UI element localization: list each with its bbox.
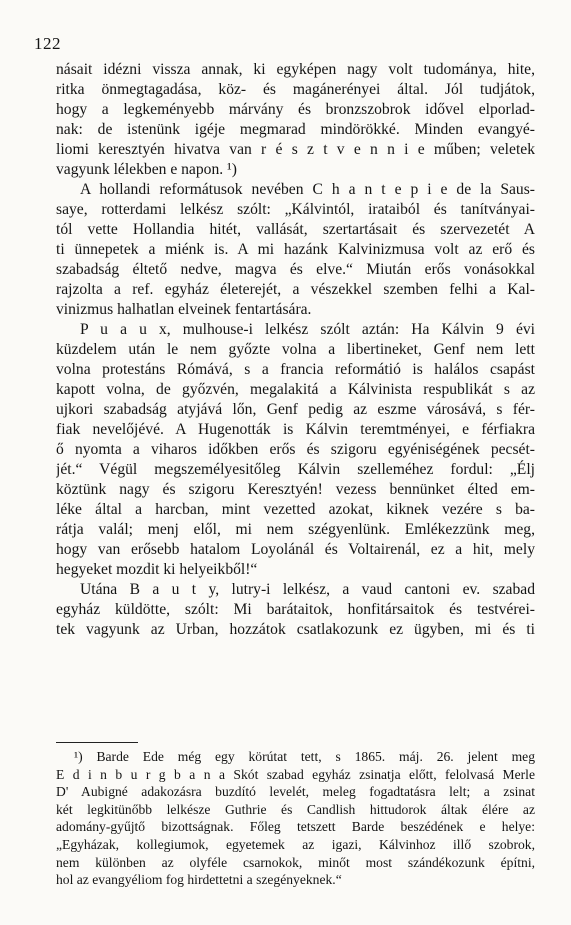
text-line: liomi keresztyén hivatva van r é s z t v e n n i e műben; veletek	[56, 141, 535, 158]
text-line: A hollandi reformátusok nevében C h a n t e p i e de la Saus-	[80, 181, 535, 198]
text-line: szabadság éltető nedve, magva és elve.“ Miután erős vonásokkal	[56, 261, 535, 278]
text-line: nak: de istenünk igéje megmarad mindörökké. Minden evangyé-	[56, 121, 535, 138]
text-line: egyház küldötte, szólt: Mi barátaitok, honfitársaitok és testvérei-	[56, 601, 535, 618]
footnote-line: két legkitünőbb lelkésze Guthrie és Candlish hittudorok áltak élére az	[56, 801, 535, 817]
text-line: hegyeket mozdit ki helyeikből!“	[56, 561, 258, 578]
text-line: küzdelem után le nem győzte volna a libertineket, Genf nem lett	[56, 341, 535, 358]
footnote-line: ¹) Barde Ede még egy körútat tett, s 1865. máj. 26. jelent meg	[74, 749, 535, 764]
footnote-line: adomány-gyűjtő bizottságnak. Főleg tetszett Barde beszédének e helye:	[56, 819, 535, 835]
text-line: tól vette Hollandia hitét, vallását, szertartásait és szervezetét A	[56, 221, 535, 238]
main-text	[56, 60, 535, 640]
footnote-divider	[56, 742, 138, 743]
footnote-line: nem különben az olyféle csarnokok, minőt most szándékozunk építni,	[56, 854, 535, 870]
text-line: köztünk nagy és szigoru Keresztyén! vezess bennünket élted em-	[56, 481, 535, 498]
text-line: ő nyomta a viharos időkben erős és szigoru egyéniségének pecsét-	[56, 441, 535, 458]
text-line: rajzolta a ref. egyház életerejét, a vészekkel szemben felhi a Kal-	[56, 281, 535, 298]
text-line: ujkori szabadság atyjává lőn, Genf pedig az eszme városává, s fér-	[56, 401, 535, 418]
text-line: léke által a harcban, mint vezetted azokat, kiknek vezére s ba-	[56, 501, 535, 518]
footnote-line: „Egyházak, kollegiumok, egyetemek az igazi, Kálvinhoz illő szobrok,	[56, 836, 535, 852]
text-line: kapott volna, de győzvén, megalakitá a Kálvinista respublikát s az	[56, 381, 535, 398]
text-line: volna protestáns Rómává, s a francia reformátió is halálos csapást	[56, 361, 535, 378]
text-line: vagyunk lélekben e napon. ¹)	[56, 161, 237, 178]
footnote-line: E d i n b u r g b a n a Skót szabad egyház zsinatja előtt, felolvasá Merle	[56, 766, 535, 782]
text-line: ti ünnepetek a miénk is. A mi hazánk Kalvinizmusa volt az erő és	[56, 241, 535, 258]
text-line: ritka önmegtagadása, köz- és magánerényei által. Jól tudjátok,	[56, 81, 535, 98]
page-number: 122	[34, 34, 61, 53]
text-line: násait idézni vissza annak, ki egyképen nagy volt tudománya, hite,	[56, 61, 535, 78]
text-line: vinizmus halhatlan elveinek fentartására.	[56, 301, 312, 318]
text-line: Utána B a u t y, lutry-i lelkész, a vaud cantoni ev. szabad	[80, 581, 535, 598]
footnote-line: hol az evangyéliom fog hirdettetni a szegényeknek.“	[56, 872, 342, 888]
text-line: saye, rotterdami lelkész szólt: „Kálvintól, irataiból és tanítványai-	[56, 201, 535, 218]
text-line: tek vagyunk az Urban, hozzátok csatlakozunk ez ügyben, mi és ti	[56, 621, 535, 638]
text-line: hogy a legkeményebb márvány és bronzszobrok idővel elporlad-	[56, 101, 535, 118]
text-line: hogy van erősebb hatalom Loyolánál és Voltairenál, ez a hit, mely	[56, 541, 535, 558]
text-line: P u a u x, mulhouse-i lelkész szólt aztán: Ha Kálvin 9 évi	[80, 321, 535, 338]
text-line: fiak nevelőjévé. A Hugenották is Kálvin teremtményei, e férfiakra	[56, 421, 535, 438]
text-line: jét.“ Végül megszemélyesitőleg Kálvin szelleméhez fordul: „Élj	[56, 461, 535, 478]
text-line: rátja valál; menj elől, mi nem szégyenlünk. Emlékezzünk meg,	[56, 521, 535, 538]
footnote	[56, 748, 535, 889]
footnote-line: D' Aubigné adakozásra buzdító levelét, meleg fogadtatásra lelt; a zsinat	[56, 784, 535, 800]
